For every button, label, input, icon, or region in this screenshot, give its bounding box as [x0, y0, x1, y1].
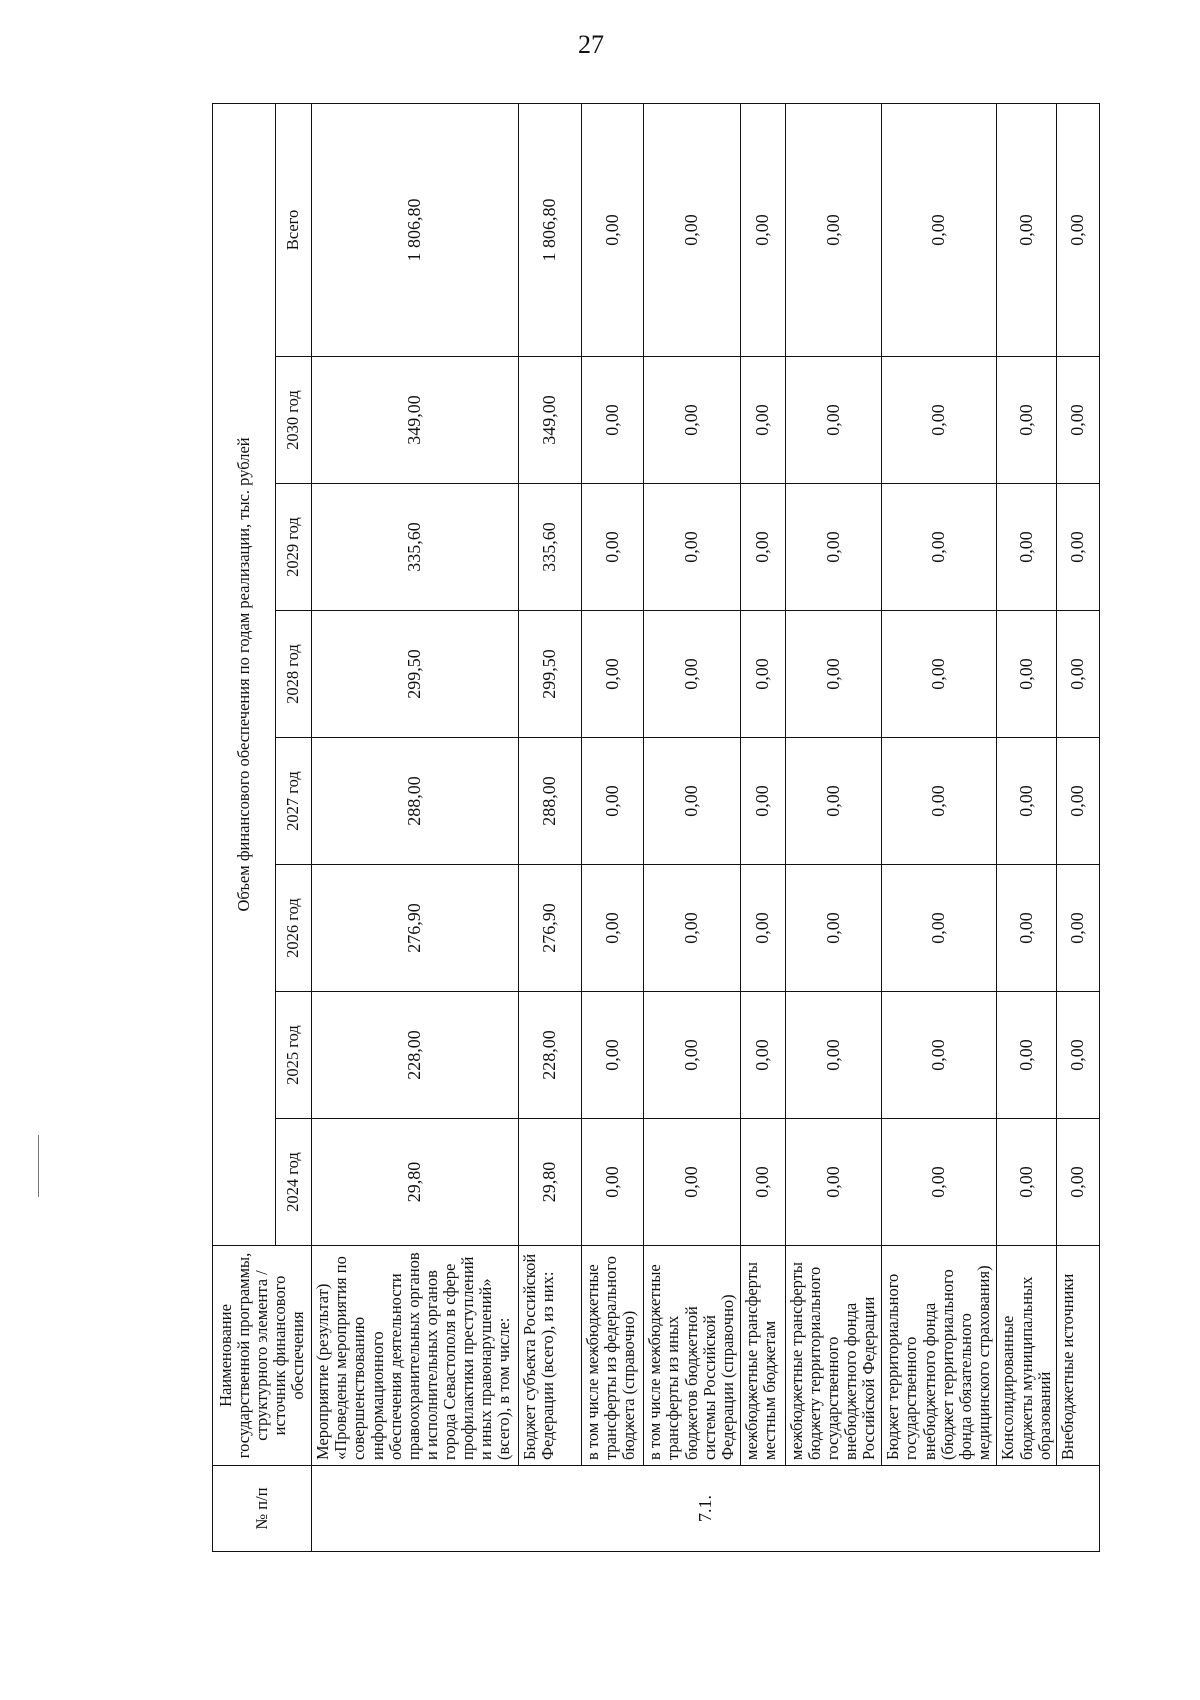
value-cell: 0,00	[785, 1119, 882, 1246]
total-cell: 1 806,80	[312, 103, 519, 356]
value-cell: 299,50	[518, 611, 581, 738]
value-cell: 0,00	[644, 357, 741, 484]
row-name-cell: Бюджет субъекта Российской Федерации (всего), из них:	[518, 1246, 581, 1466]
value-cell: 335,60	[312, 484, 519, 611]
table-region	[212, 104, 1100, 1552]
value-cell: 0,00	[997, 484, 1057, 611]
total-cell: 0,00	[882, 103, 997, 356]
value-cell: 0,00	[882, 484, 997, 611]
header-year: 2024 год	[275, 1119, 311, 1246]
header-year: 2029 год	[275, 484, 311, 611]
value-cell: 0,00	[785, 992, 882, 1119]
value-cell: 29,80	[518, 1119, 581, 1246]
value-cell: 0,00	[741, 992, 785, 1119]
header-volume: Объем финансового обеспечения по годам реализации, тыс. рублей	[213, 103, 276, 1245]
value-cell: 0,00	[581, 611, 644, 738]
value-cell: 0,00	[882, 1119, 997, 1246]
value-cell: 0,00	[741, 357, 785, 484]
value-cell: 0,00	[785, 611, 882, 738]
total-cell: 0,00	[1057, 103, 1100, 356]
table-row	[997, 103, 1057, 1551]
value-cell: 0,00	[581, 484, 644, 611]
value-cell: 0,00	[581, 357, 644, 484]
value-cell: 0,00	[1057, 611, 1100, 738]
value-cell: 0,00	[1057, 738, 1100, 865]
header-name: Наименование государственной программы, структурного элемента / источник финансового обеспечения	[213, 1246, 312, 1466]
header-year: 2028 год	[275, 611, 311, 738]
value-cell: 0,00	[882, 992, 997, 1119]
table-row	[1057, 103, 1100, 1551]
value-cell: 29,80	[312, 1119, 519, 1246]
value-cell: 0,00	[644, 865, 741, 992]
value-cell: 349,00	[518, 357, 581, 484]
value-cell: 0,00	[581, 865, 644, 992]
page-number: 27	[578, 30, 604, 59]
header-year: 2025 год	[275, 992, 311, 1119]
value-cell: 0,00	[785, 865, 882, 992]
value-cell: 0,00	[1057, 484, 1100, 611]
value-cell: 288,00	[312, 738, 519, 865]
value-cell: 0,00	[785, 738, 882, 865]
value-cell: 0,00	[882, 611, 997, 738]
value-cell: 0,00	[997, 1119, 1057, 1246]
header-year: 2030 год	[275, 357, 311, 484]
value-cell: 335,60	[518, 484, 581, 611]
header-year: 2027 год	[275, 738, 311, 865]
financing-table	[212, 103, 1100, 1552]
value-cell: 349,00	[312, 357, 519, 484]
value-cell: 0,00	[644, 484, 741, 611]
value-cell: 0,00	[644, 1119, 741, 1246]
header-year: 2026 год	[275, 865, 311, 992]
table-row	[741, 103, 785, 1551]
value-cell: 0,00	[882, 357, 997, 484]
total-cell: 1 806,80	[518, 103, 581, 356]
value-cell: 0,00	[882, 738, 997, 865]
value-cell: 0,00	[581, 738, 644, 865]
table-row	[581, 103, 644, 1551]
row-name-cell: Мероприятие (результат) «Проведены мероприятия по совершенствованию информационного обеспечения деятельности правоохранительных органов и исполнительных органов города Севастополя в сфере профилактики преступлений и иных правонарушений» (всего), в том числе:	[312, 1246, 519, 1466]
table-row	[644, 103, 741, 1551]
value-cell: 228,00	[518, 992, 581, 1119]
table-row	[882, 103, 997, 1551]
table-row	[518, 103, 581, 1551]
total-cell: 0,00	[741, 103, 785, 356]
value-cell: 0,00	[741, 611, 785, 738]
value-cell: 0,00	[882, 865, 997, 992]
value-cell: 0,00	[1057, 1119, 1100, 1246]
value-cell: 0,00	[785, 484, 882, 611]
value-cell: 0,00	[741, 484, 785, 611]
value-cell: 288,00	[518, 738, 581, 865]
value-cell: 0,00	[644, 611, 741, 738]
value-cell: 0,00	[581, 992, 644, 1119]
value-cell: 0,00	[997, 357, 1057, 484]
value-cell: 276,90	[518, 865, 581, 992]
value-cell: 0,00	[997, 865, 1057, 992]
row-name-cell: межбюджетные трансферты бюджету территориального государственного внебюджетного фонда Российской Федерации	[785, 1246, 882, 1466]
value-cell: 0,00	[1057, 992, 1100, 1119]
row-name-cell: межбюджетные трансферты местным бюджетам	[741, 1246, 785, 1466]
total-cell: 0,00	[644, 103, 741, 356]
value-cell: 0,00	[741, 865, 785, 992]
value-cell: 299,50	[312, 611, 519, 738]
value-cell: 276,90	[312, 865, 519, 992]
row-num-cell: 7.1.	[312, 1466, 1100, 1552]
row-name-cell: Бюджет территориального государственного внебюджетного фонда (бюджет территориального фонда обязательного медицинского страхования)	[882, 1246, 997, 1466]
total-cell: 0,00	[997, 103, 1057, 356]
row-name-cell: в том числе межбюджетные трансферты из иных бюджетов бюджетной системы Российской Федерации (справочно)	[644, 1246, 741, 1466]
row-name-cell: Внебюджетные источники	[1057, 1246, 1100, 1466]
value-cell: 0,00	[581, 1119, 644, 1246]
total-cell: 0,00	[785, 103, 882, 356]
table-row	[312, 103, 519, 1551]
value-cell: 0,00	[741, 738, 785, 865]
value-cell: 0,00	[997, 738, 1057, 865]
value-cell: 228,00	[312, 992, 519, 1119]
row-name-cell: в том числе межбюджетные трансферты из федерального бюджета (справочно)	[581, 1246, 644, 1466]
table-row	[785, 103, 882, 1551]
header-total: Всего	[275, 103, 311, 356]
value-cell: 0,00	[997, 611, 1057, 738]
value-cell: 0,00	[644, 738, 741, 865]
value-cell: 0,00	[785, 357, 882, 484]
value-cell: 0,00	[1057, 357, 1100, 484]
row-name-cell: Консолидированные бюджеты муниципальных образований	[997, 1246, 1057, 1466]
value-cell: 0,00	[644, 992, 741, 1119]
value-cell: 0,00	[1057, 865, 1100, 992]
total-cell: 0,00	[581, 103, 644, 356]
header-num: № п/п	[213, 1466, 312, 1552]
value-cell: 0,00	[997, 992, 1057, 1119]
margin-mark	[38, 1135, 39, 1197]
value-cell: 0,00	[741, 1119, 785, 1246]
